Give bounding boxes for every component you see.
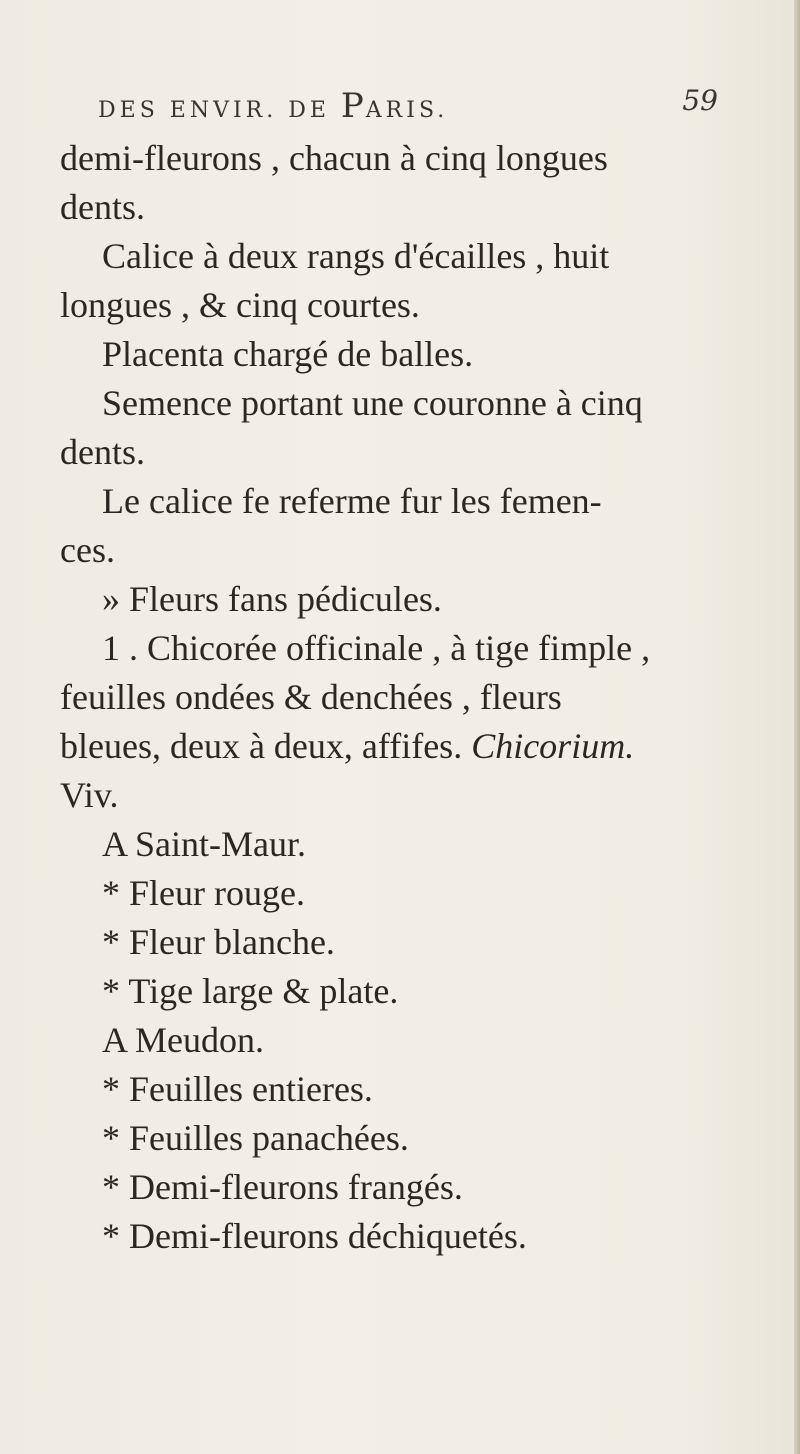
text-line	[60, 1065, 750, 1114]
line-text: Viv.	[60, 775, 119, 815]
latin-name: Chicorium.	[462, 726, 635, 766]
line-text: Semence portant une couronne à cinq	[102, 383, 643, 423]
text-line	[60, 1212, 750, 1261]
running-header	[98, 78, 718, 126]
line-text: bleues, deux à deux, affifes.	[60, 726, 463, 766]
line-text: 1 . Chicorée officinale , à tige fimple ,	[102, 628, 651, 668]
line-text: feuilles ondées & denchées , fleurs	[60, 677, 562, 717]
running-title-suffix: ARIS.	[365, 98, 449, 123]
text-line	[60, 918, 750, 967]
text-line	[60, 281, 750, 330]
line-text: Placenta chargé de balles.	[102, 334, 474, 374]
running-title	[98, 86, 448, 126]
text-line	[60, 477, 750, 526]
text-line	[60, 526, 750, 575]
running-title-initial: P	[340, 86, 366, 126]
line-text: * Tige large & plate.	[102, 971, 399, 1011]
line-text: * Feuilles panachées.	[102, 1118, 409, 1158]
line-text: » Fleurs fans pédicules.	[102, 579, 442, 619]
running-title-prefix: DES ENVIR. DE	[98, 98, 341, 123]
line-text: longues , & cinq courtes.	[60, 285, 420, 325]
text-line	[60, 428, 750, 477]
line-text: * Demi-fleurons frangés.	[102, 1167, 463, 1207]
line-text: dents.	[60, 432, 145, 472]
line-text: * Fleur blanche.	[102, 922, 335, 962]
text-line	[60, 1114, 750, 1163]
text-line	[60, 232, 750, 281]
line-text: * Demi-fleurons déchiquetés.	[102, 1216, 527, 1256]
page-text	[60, 134, 750, 1261]
line-text: * Feuilles entieres.	[102, 1069, 373, 1109]
text-line	[60, 967, 750, 1016]
text-line	[60, 673, 750, 722]
text-line	[60, 1016, 750, 1065]
text-line	[60, 869, 750, 918]
line-text: A Saint-Maur.	[102, 824, 306, 864]
text-line	[60, 134, 750, 183]
text-line	[60, 722, 750, 771]
text-line	[60, 1163, 750, 1212]
page-number: 59	[682, 84, 718, 117]
text-line	[60, 575, 750, 624]
text-line	[60, 820, 750, 869]
line-text: A Meudon.	[102, 1020, 264, 1060]
text-line	[60, 624, 750, 673]
line-text: * Fleur rouge.	[102, 873, 305, 913]
text-line	[60, 183, 750, 232]
text-line	[60, 330, 750, 379]
text-line	[60, 771, 750, 820]
page-edge	[794, 0, 800, 1454]
text-line	[60, 379, 750, 428]
line-text: Calice à deux rangs d'écailles , huit	[102, 236, 610, 276]
line-text: demi-fleurons , chacun à cinq longues	[60, 138, 608, 178]
line-text: ces.	[60, 530, 115, 570]
line-text: Le calice fe referme fur les femen-	[102, 481, 602, 521]
line-text: dents.	[60, 187, 145, 227]
